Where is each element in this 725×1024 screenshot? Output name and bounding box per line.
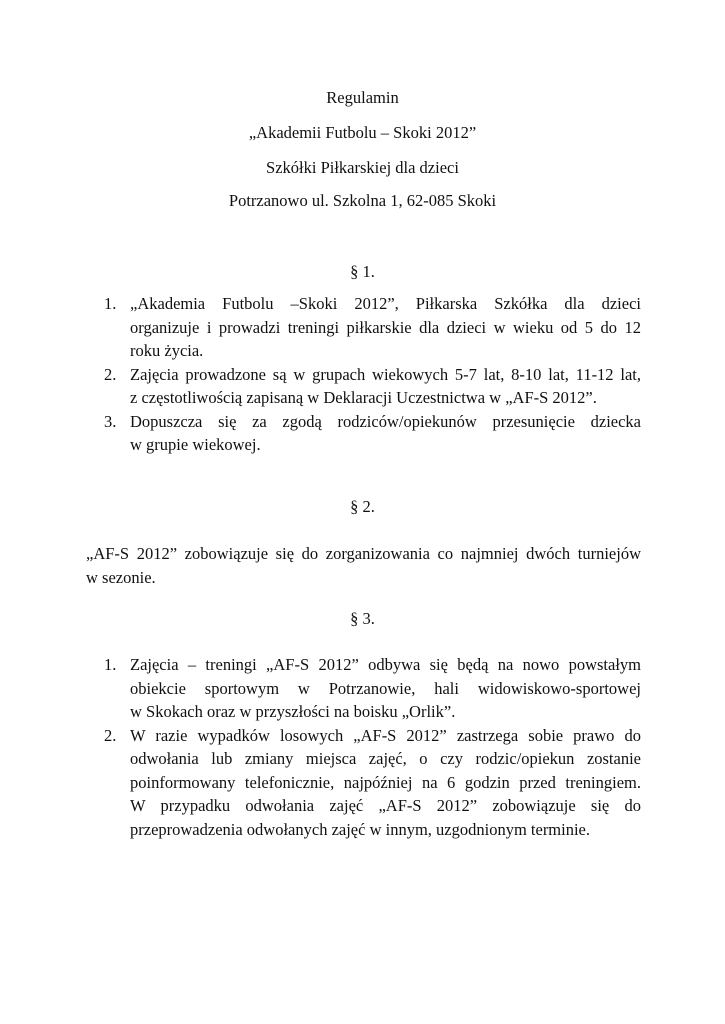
list-item bbox=[0, 724, 641, 842]
list-item bbox=[0, 363, 641, 410]
paragraph-line: w sezonie. bbox=[86, 567, 156, 587]
list-item-line: Dopuszcza się za zgodą rodziców/opiekunów przesunięcie dziecka bbox=[130, 411, 641, 431]
academy-name: „Akademii Futbolu – Skoki 2012” bbox=[248, 123, 477, 142]
list-item-line: w grupie wiekowej. bbox=[130, 435, 261, 454]
document-title: Regulamin bbox=[326, 88, 399, 107]
list-item-line: poinformowany telefonicznie, najpóźniej na 6 godzin przed treningiem. bbox=[130, 772, 641, 792]
list-item-line: roku życia. bbox=[130, 341, 204, 360]
paragraph-line: „AF-S 2012” zobowiązuje się do zorganizowania co najmniej dwóch turniejów bbox=[86, 544, 641, 563]
address-line: Potrzanowo ul. Szkolna 1, 62-085 Skoki bbox=[228, 191, 497, 210]
list-item-number: 3. bbox=[104, 411, 117, 431]
section-1-heading: § 1. bbox=[350, 262, 375, 281]
list-item-line: organizuje i prowadzi treningi piłkarskie dla dzieci w wieku od 5 do 12 bbox=[130, 317, 641, 337]
list-item-number: 1. bbox=[104, 294, 117, 313]
list-item-line: z częstotliwością zapisaną w Deklaracji Uczestnictwa w „AF-S 2012”. bbox=[130, 388, 597, 407]
list-item-number: 2. bbox=[104, 364, 117, 384]
section-2-heading: § 2. bbox=[350, 497, 375, 516]
section-1-list bbox=[0, 292, 725, 457]
list-item-line: Zajęcia – treningi „AF-S 2012” odbywa się będą na nowo powstałym bbox=[130, 655, 641, 674]
list-item bbox=[0, 653, 641, 724]
list-item-line: odwołania lub zmiany miejsca zajęć, o czy rodzic/opiekun zostanie bbox=[130, 749, 641, 768]
list-item-line: Zajęcia prowadzone są w grupach wiekowych 5-7 lat, 8-10 lat, 11-12 lat, bbox=[130, 364, 641, 384]
section-3-heading: § 3. bbox=[350, 609, 375, 628]
section-2-paragraph bbox=[86, 542, 641, 589]
school-subtitle: Szkółki Piłkarskiej dla dzieci bbox=[266, 158, 459, 177]
list-item-number: 1. bbox=[104, 655, 117, 674]
list-item bbox=[0, 292, 641, 363]
list-item-line: obiekcie sportowym w Potrzanowie, hali widowiskowo-sportowej bbox=[130, 678, 641, 698]
list-item-line: W razie wypadków losowych „AF-S 2012” zastrzega sobie prawo do bbox=[130, 725, 641, 745]
list-item-line: przeprowadzenia odwołanych zajęć w innym, uzgodnionym terminie. bbox=[130, 819, 591, 839]
list-item-line: w Skokach oraz w przyszłości na boisku „Orlik”. bbox=[130, 702, 456, 721]
list-item-line: W przypadku odwołania zajęć „AF-S 2012” zobowiązuje się do bbox=[130, 796, 641, 815]
list-item bbox=[0, 410, 641, 457]
section-3-list bbox=[0, 653, 725, 841]
list-item-line: „Akademia Futbolu –Skoki 2012”, Piłkarska Szkółka dla dzieci bbox=[130, 294, 641, 313]
list-item-number: 2. bbox=[104, 725, 117, 745]
